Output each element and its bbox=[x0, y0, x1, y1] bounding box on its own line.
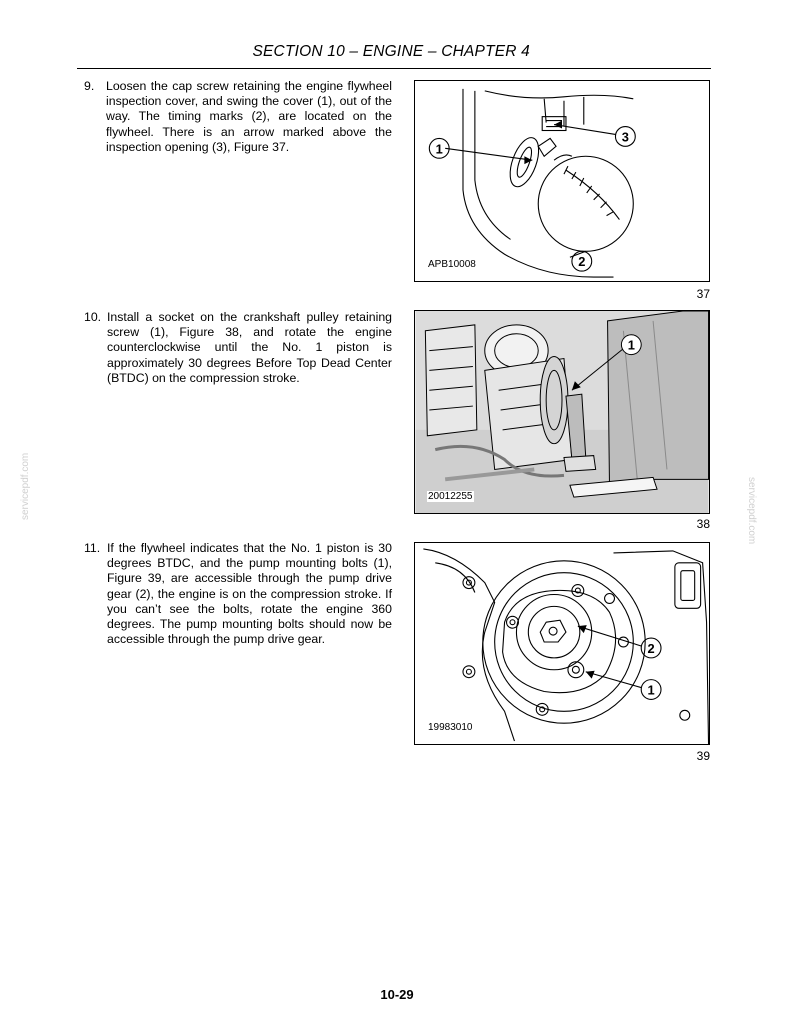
figure-number-38: 38 bbox=[696, 517, 710, 531]
step-number: 11. bbox=[84, 541, 101, 555]
pump-drive-gear-illustration bbox=[415, 543, 709, 744]
callout-1: 1 bbox=[647, 682, 655, 698]
figure-code: APB10008 bbox=[428, 259, 476, 270]
figure-37 bbox=[414, 80, 710, 282]
crankshaft-pulley-illustration bbox=[415, 311, 709, 513]
step-11 bbox=[84, 541, 392, 647]
watermark-left: servicepdf.com bbox=[20, 452, 31, 520]
figure-number-39: 39 bbox=[696, 749, 710, 763]
watermark-right: servicepdf.com bbox=[746, 477, 757, 545]
step-9 bbox=[84, 79, 392, 155]
step-number: 9. bbox=[84, 79, 95, 93]
callout-2: 2 bbox=[578, 254, 586, 270]
figure-number-37: 37 bbox=[696, 287, 710, 301]
callout-2: 2 bbox=[647, 640, 655, 656]
page-header bbox=[77, 40, 711, 69]
figure-code: 20012255 bbox=[428, 491, 473, 502]
step-text: If the flywheel indicates that the No. 1 piston is 30 degrees BTDC, and the pump mounting bolts (1), Figure 39, are accessible through the pump drive gear (2), the engine is on the compression stroke. If you can’t see the bolts, rotate the engine 360 degrees. The pump mounting bolts should now be accessible through the pump drive gear. bbox=[107, 541, 392, 647]
step-10 bbox=[84, 310, 392, 386]
callout-3: 3 bbox=[621, 129, 629, 145]
callout-1: 1 bbox=[627, 337, 635, 353]
callout-1: 1 bbox=[435, 141, 443, 157]
flywheel-inspection-illustration bbox=[415, 81, 709, 281]
section-title: SECTION 10 – ENGINE – CHAPTER 4 bbox=[252, 43, 530, 60]
page-number: 10-29 bbox=[380, 987, 414, 1002]
figure-code: 19983010 bbox=[428, 722, 473, 733]
figure-39 bbox=[414, 542, 710, 745]
step-text: Install a socket on the crankshaft pulley retaining screw (1), Figure 38, and rotate the engine counterclockwise until the No. 1 piston is approximately 30 degrees Before Top Dead Center (BTDC) on the compression stroke. bbox=[107, 310, 392, 385]
step-text: Loosen the cap screw retaining the engine flywheel inspection cover, and swing the cover (1), out of the way. The timing marks (2), are located on the flywheel. There is an arrow marked above the inspection opening (3), Figure 37. bbox=[106, 79, 392, 154]
step-number: 10. bbox=[84, 310, 102, 324]
figure-38 bbox=[414, 310, 710, 514]
